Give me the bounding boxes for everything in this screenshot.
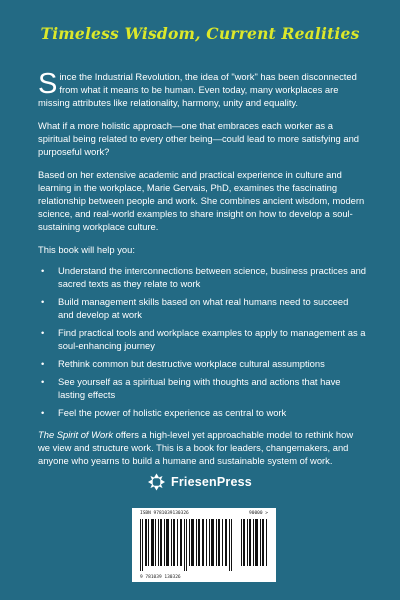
list-item-text: Understand the interconnections between science, business practices and sacred texts as they relate to work	[58, 265, 366, 289]
isbn-label: ISBN 9781039130326	[140, 511, 189, 516]
bullet-icon: •	[41, 358, 45, 369]
list-item	[38, 406, 366, 419]
list-item	[38, 264, 366, 290]
bullet-icon: •	[41, 407, 45, 418]
bullet-icon: •	[41, 376, 45, 387]
barcode-number: 9 781039 130326	[140, 575, 181, 580]
closing-paragraph	[38, 428, 366, 467]
list-item-text: Feel the power of holistic experience as central to work	[58, 407, 287, 418]
list-item-text: Find practical tools and workplace examples to apply to management as a soul-enhancing journey	[58, 327, 366, 351]
bullet-icon: •	[41, 296, 45, 307]
price-code: 90000 >	[249, 511, 268, 516]
tagline: Timeless Wisdom, Current Realities	[40, 24, 360, 43]
isbn-barcode	[132, 508, 276, 582]
bullet-icon: •	[41, 327, 45, 338]
barcode-bars-icon	[140, 519, 236, 571]
intro-text: ince the Industrial Revolution, the idea of "work" has been disconnected from what it means to be human. Even today, many workplaces are missing attributes like relationality, harmony, unity and equality.	[38, 71, 357, 108]
list-item	[38, 326, 366, 352]
question-paragraph: What if a more holistic approach—one that embraces each worker as a spiritual being related to every other being—could lead to more satisfying and purposeful work?	[38, 120, 360, 157]
publisher-name: FriesenPress	[171, 475, 252, 489]
list-item-text: See yourself as a spiritual being with thoughts and actions that have lasting effects	[58, 376, 341, 400]
friesenpress-logo-icon	[148, 473, 165, 491]
list-item	[38, 357, 366, 370]
list-item-text: Build management skills based on what real humans need to succeed and develop at work	[58, 296, 349, 320]
intro-paragraph	[38, 70, 366, 109]
author-paragraph: Based on her extensive academic and practical experience in culture and learning in the workplace, Marie Gervais, PhD, examines the fascinating relationship between people and work. She combines ancient wisdom, modern science, and real-world examples to share insight on how to develop a soul-sustaining workplace culture.	[38, 169, 365, 232]
list-item-text: Rethink common but destructive workplace cultural assumptions	[58, 358, 325, 369]
closing-text: offers a high-level yet approachable model to rethink how we view and structure work. This is a book for leaders, changemakers, and anyone who yearns to build a humane and sustainable system of work.	[38, 429, 354, 466]
bullet-icon: •	[41, 265, 45, 276]
list-intro: This book will help you:	[38, 244, 135, 255]
list-item	[38, 375, 366, 401]
publisher	[0, 473, 400, 491]
price-barcode-bars-icon	[241, 519, 269, 566]
list-item	[38, 295, 366, 321]
book-title: The Spirit of Work	[38, 429, 114, 440]
drop-cap: S	[38, 68, 58, 100]
benefit-list	[38, 264, 366, 419]
back-cover-text	[38, 70, 366, 477]
